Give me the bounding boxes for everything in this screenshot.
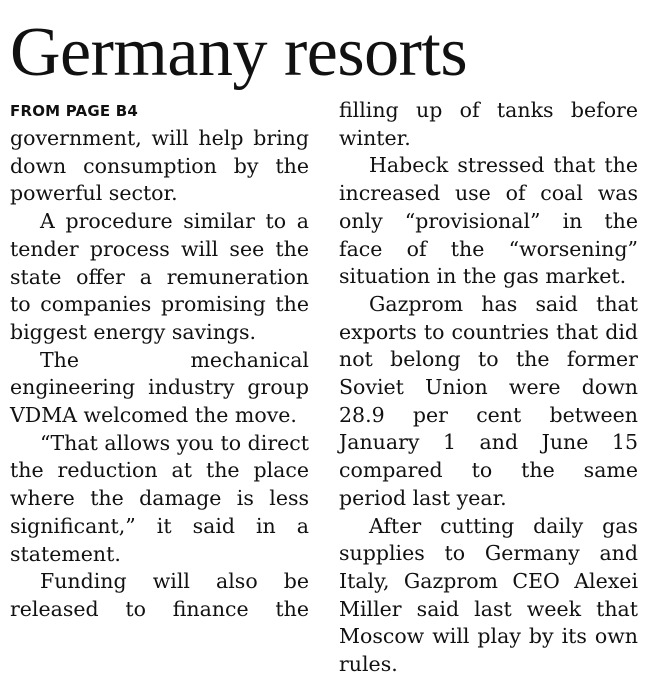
article-column-left (10, 97, 309, 624)
article-paragraph: The mechanical engineering industry group VDMA welcomed the move. (10, 347, 309, 428)
headline: Germany resorts (10, 14, 468, 91)
article-paragraph: Funding will also be released to finance the (10, 569, 309, 621)
article-paragraph: Habeck stressed that the increased use of coal was only “provisional” in the face of the “worsening” situation in the gas market. (339, 153, 638, 289)
article-paragraph: government, will help bring down consumption by the powerful sector. (10, 126, 309, 206)
article-paragraph: A procedure similar to a tender process will see the state offer a remuneration to companies promising the biggest energy savings. (10, 209, 309, 344)
article-paragraph: After cutting daily gas supplies to Germany and Italy, Gazprom CEO Alexei Miller said last week that Moscow will play by its own rules. (339, 513, 638, 677)
article-paragraph: Gazprom has said that exports to countries that did not belong to the former Soviet Union were down 28.9 per cent between January 1 and June 15 compared to the same period last year. (339, 291, 638, 510)
article-paragraph: filling up of tanks before winter. (339, 98, 638, 150)
article-paragraph: “That allows you to direct the reduction at the place where the damage is less significant,” it said in a statement. (10, 430, 309, 566)
article-column-right (339, 97, 638, 679)
continuation-kicker: FROM PAGE B4 (10, 102, 138, 120)
